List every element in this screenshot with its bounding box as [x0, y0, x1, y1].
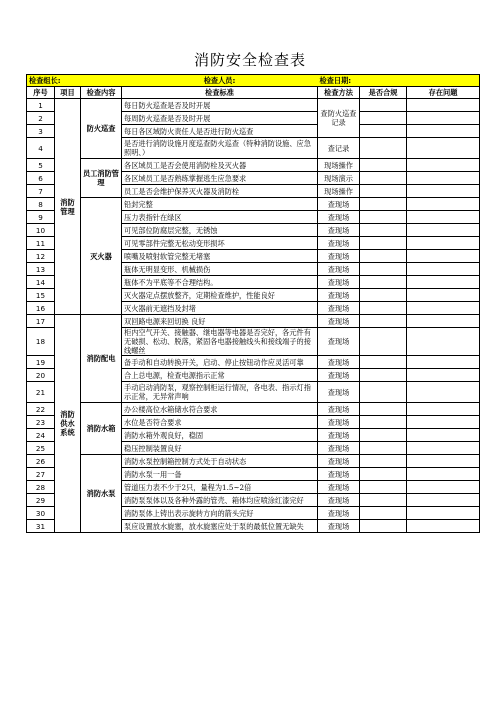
issues-cell[interactable] — [407, 289, 480, 302]
col-no: 序号 — [27, 87, 55, 99]
table-row — [27, 455, 480, 468]
row-no: 10 — [27, 224, 55, 237]
row-no: 21 — [27, 382, 55, 403]
issues-cell[interactable] — [407, 356, 480, 369]
issues-cell[interactable] — [407, 442, 480, 455]
standard-text: 消防水泵一用一备 — [122, 468, 318, 481]
issues-cell[interactable] — [407, 237, 480, 250]
standard-text: 每周防火巡查是否及时开展 — [122, 112, 318, 125]
compliant-cell[interactable] — [360, 250, 407, 263]
method-cell: 现场操作 — [318, 185, 360, 198]
standard-text: 可见部位防腐层完整，无锈蚀 — [122, 224, 318, 237]
header-row — [27, 87, 480, 99]
standard-text: 可见零部件完整无松动变形损坏 — [122, 237, 318, 250]
row-no: 31 — [27, 520, 55, 533]
issues-cell[interactable] — [407, 125, 480, 138]
row-no: 24 — [27, 429, 55, 442]
method-cell: 查现场 — [318, 369, 360, 382]
meta-row — [27, 75, 480, 87]
row-no: 13 — [27, 263, 55, 276]
issues-cell[interactable] — [407, 382, 480, 403]
row-no: 18 — [27, 328, 55, 356]
standard-text: 各区域员工是否会使用消防栓及灭火器 — [122, 159, 318, 172]
method-cell: 查现场 — [318, 382, 360, 403]
standard-text: 消防水泵控制箱控制方式处于自动状态 — [122, 455, 318, 468]
issues-cell[interactable] — [407, 403, 480, 416]
issues-cell[interactable] — [407, 99, 480, 112]
row-no: 3 — [27, 125, 55, 138]
compliant-cell[interactable] — [360, 138, 407, 159]
row-no: 6 — [27, 172, 55, 185]
compliant-cell[interactable] — [360, 185, 407, 198]
method-cell: 查现场 — [318, 403, 360, 416]
table-row — [27, 99, 480, 112]
method-cell: 查现场 — [318, 520, 360, 533]
compliant-cell[interactable] — [360, 315, 407, 328]
compliant-cell[interactable] — [360, 328, 407, 356]
compliant-cell[interactable] — [360, 369, 407, 382]
standard-text: 消防泵体上铸出表示旋转方向的箭头完好 — [122, 507, 318, 520]
row-no: 9 — [27, 211, 55, 224]
content-extinguisher: 灭火器 — [81, 198, 122, 315]
issues-cell[interactable] — [407, 224, 480, 237]
project-fire-water: 消防供水系统 — [55, 315, 81, 533]
issues-cell[interactable] — [407, 198, 480, 211]
compliant-cell[interactable] — [360, 382, 407, 403]
standard-text: 是否进行消防设施月度巡查防火巡查（特种消防设施、应急照明、） — [122, 138, 318, 159]
standard-text: 铅封完整 — [122, 198, 318, 211]
issues-cell[interactable] — [407, 211, 480, 224]
method-cell: 查现场 — [318, 442, 360, 455]
method-cell: 查现场 — [318, 481, 360, 494]
row-no: 8 — [27, 198, 55, 211]
standard-text: 消防水箱外观良好，稳固 — [122, 429, 318, 442]
issues-cell[interactable] — [407, 328, 480, 356]
issues-cell[interactable] — [407, 112, 480, 125]
method-cell: 查现场 — [318, 507, 360, 520]
row-no: 29 — [27, 494, 55, 507]
standard-text: 压力表指针在绿区 — [122, 211, 318, 224]
standard-text: 员工是否会维护保养灭火器及消防栓 — [122, 185, 318, 198]
method-cell: 现场演示 — [318, 172, 360, 185]
issues-cell[interactable] — [407, 455, 480, 468]
col-method: 检查方法 — [318, 87, 360, 99]
issues-cell[interactable] — [407, 302, 480, 315]
compliant-cell[interactable] — [360, 403, 407, 416]
compliant-cell[interactable] — [360, 99, 407, 112]
method-cell: 查防火巡查记录 — [318, 99, 360, 138]
content-power: 消防配电 — [81, 315, 122, 403]
issues-cell[interactable] — [407, 416, 480, 429]
method-cell: 查现场 — [318, 211, 360, 224]
table-row — [27, 198, 480, 211]
standard-text: 灭火器前无遮挡及封堵 — [122, 302, 318, 315]
method-cell: 查现场 — [318, 429, 360, 442]
issues-cell[interactable] — [407, 481, 480, 494]
col-issues: 存在问题 — [407, 87, 480, 99]
table-row — [27, 315, 480, 328]
standard-text: 合上总电源，检查电源指示正常 — [122, 369, 318, 382]
method-cell: 查现场 — [318, 328, 360, 356]
compliant-cell[interactable] — [360, 356, 407, 369]
compliant-cell[interactable] — [360, 263, 407, 276]
issues-cell[interactable] — [407, 250, 480, 263]
row-no: 17 — [27, 315, 55, 328]
compliant-cell[interactable] — [360, 112, 407, 125]
inspector-field[interactable]: 检查人员: — [122, 75, 318, 87]
standard-text: 备手动和自动转换开关，启动、停止按钮动作应灵活可靠 — [122, 356, 318, 369]
compliant-cell[interactable] — [360, 172, 407, 185]
row-no: 23 — [27, 416, 55, 429]
row-no: 22 — [27, 403, 55, 416]
compliant-cell[interactable] — [360, 507, 407, 520]
method-cell: 查现场 — [318, 250, 360, 263]
content-tank: 消防水箱 — [81, 403, 122, 455]
row-no: 1 — [27, 99, 55, 112]
compliant-cell[interactable] — [360, 481, 407, 494]
compliant-cell[interactable] — [360, 237, 407, 250]
row-no: 4 — [27, 138, 55, 159]
standard-text: 每日防火巡查是否及时开展 — [122, 99, 318, 112]
row-no: 2 — [27, 112, 55, 125]
issues-cell[interactable] — [407, 138, 480, 159]
content-patrol: 防火巡查 — [81, 99, 122, 159]
compliant-cell[interactable] — [360, 429, 407, 442]
standard-text: 手动启动消防泵，观察控制柜运行情况，各电表、指示灯指示正常，无异常声响 — [122, 382, 318, 403]
standard-text: 水位是否符合要求 — [122, 416, 318, 429]
standard-text: 各区域员工是否熟练掌握逃生应急要求 — [122, 172, 318, 185]
standard-text: 每日各区域防火责任人是否进行防火巡查 — [122, 125, 318, 138]
content-staff: 员工消防管理 — [81, 159, 122, 198]
compliant-cell[interactable] — [360, 159, 407, 172]
method-cell: 查现场 — [318, 455, 360, 468]
standard-text: 稳压控制装置良好 — [122, 442, 318, 455]
compliant-cell[interactable] — [360, 468, 407, 481]
compliant-cell[interactable] — [360, 224, 407, 237]
method-cell: 查记录 — [318, 138, 360, 159]
method-cell: 查现场 — [318, 237, 360, 250]
method-cell: 查现场 — [318, 468, 360, 481]
row-no: 30 — [27, 507, 55, 520]
row-no: 7 — [27, 185, 55, 198]
method-cell: 查现场 — [318, 263, 360, 276]
issues-cell[interactable] — [407, 263, 480, 276]
content-pump: 消防水泵 — [81, 455, 122, 533]
standard-text: 管道压力表不少于2只，量程为1.5~2倍 — [122, 481, 318, 494]
date-field[interactable]: 检查日期: — [318, 75, 480, 87]
method-cell: 查现场 — [318, 416, 360, 429]
row-no: 26 — [27, 455, 55, 468]
standard-text: 柜内空气开关、接触器、继电器等电器是否完好，各元件有无破损、松动、脱落，紧固各电器接触线头和接线端子的接线螺丝 — [122, 328, 318, 356]
compliant-cell[interactable] — [360, 494, 407, 507]
method-cell: 查现场 — [318, 289, 360, 302]
row-no: 20 — [27, 369, 55, 382]
compliant-cell[interactable] — [360, 455, 407, 468]
table-row — [27, 403, 480, 416]
standard-text: 泵应设置放水旋塞，放水旋塞应处于泵的最低位置无缺失 — [122, 520, 318, 533]
compliant-cell[interactable] — [360, 520, 407, 533]
method-cell: 查现场 — [318, 315, 360, 328]
standard-text: 瓶体不为平底等不合理结构。 — [122, 276, 318, 289]
row-no: 25 — [27, 442, 55, 455]
standard-text: 消防泵泵体以及各种外露的管壳、箱体均应喷涂红漆完好 — [122, 494, 318, 507]
row-no: 27 — [27, 468, 55, 481]
col-compliant: 是否合规 — [360, 87, 407, 99]
row-no: 28 — [27, 481, 55, 494]
method-cell: 现场操作 — [318, 159, 360, 172]
issues-cell[interactable] — [407, 468, 480, 481]
issues-cell[interactable] — [407, 172, 480, 185]
standard-text: 双回路电源来回切换 良好 — [122, 315, 318, 328]
row-no: 12 — [27, 250, 55, 263]
issues-cell[interactable] — [407, 520, 480, 533]
row-no: 16 — [27, 302, 55, 315]
project-fire-mgmt: 消防管理 — [55, 99, 81, 315]
compliant-cell[interactable] — [360, 198, 407, 211]
compliant-cell[interactable] — [360, 276, 407, 289]
standard-text: 办公楼高位水箱储水符合要求 — [122, 403, 318, 416]
issues-cell[interactable] — [407, 369, 480, 382]
method-cell: 查现场 — [318, 494, 360, 507]
method-cell: 查现场 — [318, 198, 360, 211]
compliant-cell[interactable] — [360, 416, 407, 429]
row-no: 5 — [27, 159, 55, 172]
leader-field[interactable]: 检查组长: — [27, 75, 122, 87]
standard-text: 喷嘴及喷射软管完整无堵塞 — [122, 250, 318, 263]
standard-text: 瓶体无明显变形、机械损伤 — [122, 263, 318, 276]
col-project: 项目 — [55, 87, 81, 99]
table-row — [27, 159, 480, 172]
issues-cell[interactable] — [407, 185, 480, 198]
page-title: 消防安全检查表 — [193, 51, 306, 69]
method-cell: 查现场 — [318, 224, 360, 237]
method-cell: 查现场 — [318, 276, 360, 289]
row-no: 11 — [27, 237, 55, 250]
issues-cell[interactable] — [407, 429, 480, 442]
method-cell: 查现场 — [318, 302, 360, 315]
issues-cell[interactable] — [407, 315, 480, 328]
inspection-table — [26, 74, 480, 533]
compliant-cell[interactable] — [360, 125, 407, 138]
issues-cell[interactable] — [407, 507, 480, 520]
issues-cell[interactable] — [407, 276, 480, 289]
compliant-cell[interactable] — [360, 442, 407, 455]
row-no: 19 — [27, 356, 55, 369]
method-cell: 查现场 — [318, 356, 360, 369]
compliant-cell[interactable] — [360, 302, 407, 315]
compliant-cell[interactable] — [360, 211, 407, 224]
col-standard: 检查标准 — [122, 87, 318, 99]
col-content: 检查内容 — [81, 87, 122, 99]
compliant-cell[interactable] — [360, 289, 407, 302]
row-no: 15 — [27, 289, 55, 302]
row-no: 14 — [27, 276, 55, 289]
issues-cell[interactable] — [407, 159, 480, 172]
issues-cell[interactable] — [407, 494, 480, 507]
standard-text: 灭火器定点摆放整齐，定期检查维护，性能良好 — [122, 289, 318, 302]
